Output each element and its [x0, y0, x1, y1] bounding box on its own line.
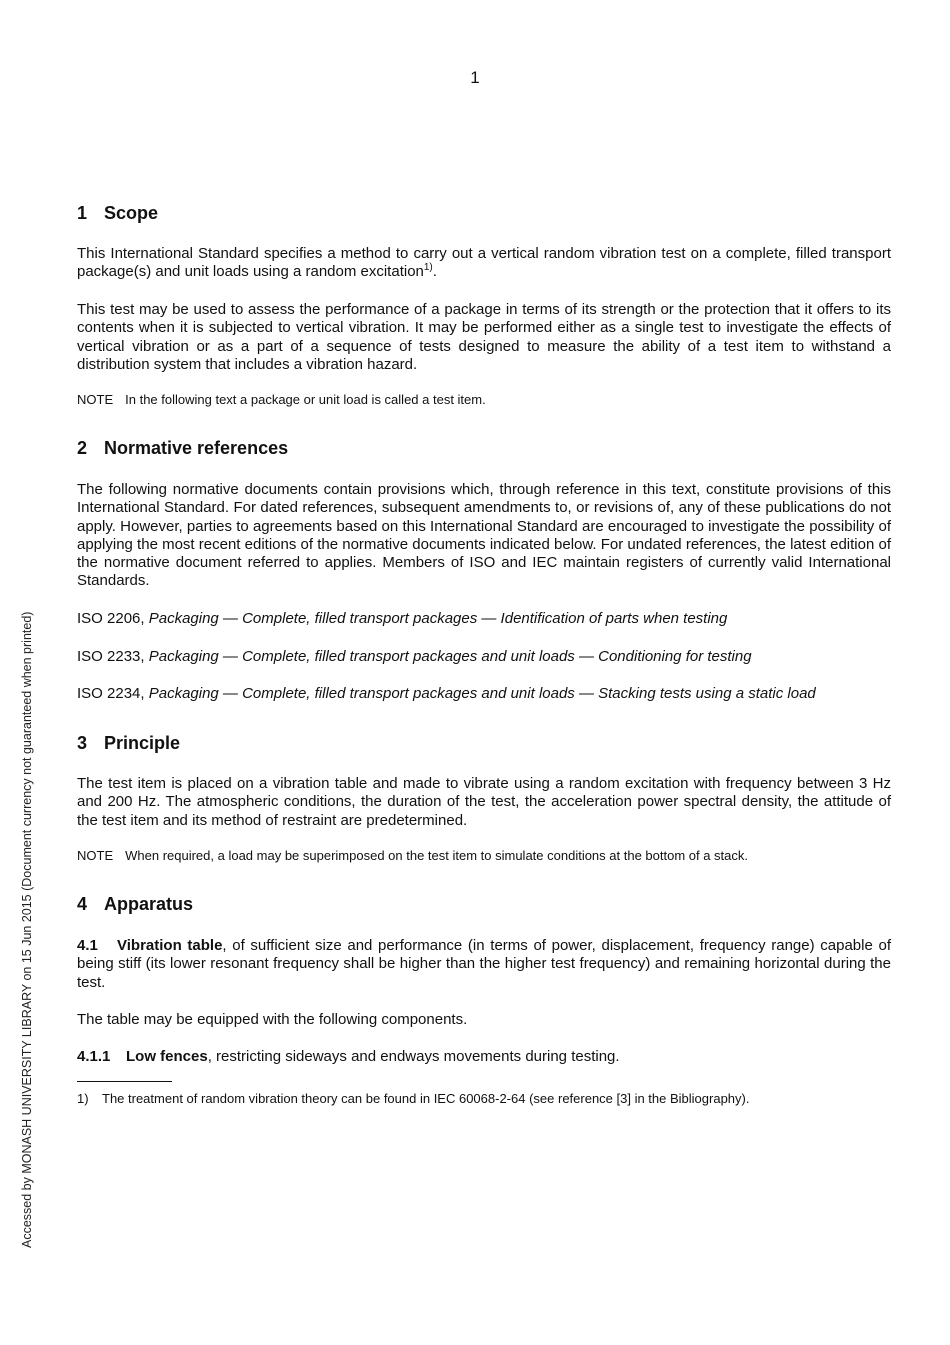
scope-paragraph-2: This test may be used to assess the performance of a package in terms of its strength or the protection that it offers to its contents when it is subjected to vertical vibration. It may be performed either as a single test to investigate the effects of vertical vibration or as a part of a sequence of tests designed to measure the ability of a test item to withstand a distribution system that includes a vibration hazard.	[77, 301, 891, 373]
apparatus-item-4-1: 4.1 Vibration table, of sufficient size and performance (in terms of power, displacement, frequency range) capable of being stiff (its lower resonant frequency shall be higher than the higher test frequency) and remaining horizontal during the test.	[77, 937, 891, 991]
clause-number: 4.1.1	[77, 1048, 111, 1065]
section-title: Normative references	[104, 438, 289, 458]
footnote-separator	[77, 1081, 172, 1082]
section-heading-normative-references	[77, 438, 288, 459]
scope-note	[77, 392, 891, 408]
section-title: Scope	[104, 203, 159, 223]
section-title: Principle	[104, 733, 181, 753]
clause-term: Vibration table	[117, 937, 223, 954]
footnote	[77, 1091, 749, 1107]
footnote-mark: 1)	[77, 1091, 89, 1106]
section-heading-apparatus	[77, 894, 193, 915]
section-heading-scope	[77, 203, 158, 224]
note-label: NOTE	[77, 392, 114, 407]
section-title: Apparatus	[104, 894, 194, 914]
page-number: 1	[470, 68, 480, 87]
footnote-text: The treatment of random vibration theory can be found in IEC 60068-2-64 (see reference [3] in the Bibliography).	[102, 1091, 750, 1106]
reference-iso-2206: ISO 2206, Packaging — Complete, filled transport packages — Identification of parts when testing	[77, 610, 728, 627]
section-number: 3	[77, 733, 88, 753]
reference-iso-2234: ISO 2234, Packaging — Complete, filled transport packages and unit loads — Stacking tests using a static load	[77, 685, 816, 702]
note-label: NOTE	[77, 848, 114, 863]
scope-paragraph-1: This International Standard specifies a method to carry out a vertical random vibration test on a complete, filled transport package(s) and unit loads using a random excitation$^{1)}$.	[77, 245, 891, 281]
footnote-reference[interactable]: 1)	[423, 262, 433, 274]
note-text: In the following text a package or unit load is called a test item.	[125, 392, 486, 407]
section-number: 4	[77, 894, 88, 914]
clause-term: Low fences	[126, 1048, 208, 1065]
note-text: When required, a load may be superimposed on the test item to simulate conditions at the bottom of a stack.	[125, 848, 749, 863]
section-number: 1	[77, 203, 88, 223]
principle-note	[77, 848, 891, 864]
principle-paragraph-1: The test item is placed on a vibration table and made to vibrate using a random excitation with frequency between 3 Hz and 200 Hz. The atmospheric conditions, the duration of the test, the acceleration power spectral density, the attitude of the test item and its method of restraint are predetermined.	[77, 775, 891, 829]
reference-iso-2233: ISO 2233, Packaging — Complete, filled transport packages and unit loads — Conditioning for testing	[77, 648, 752, 665]
clause-number: 4.1	[77, 937, 98, 954]
section-number: 2	[77, 438, 88, 458]
section-heading-principle	[77, 733, 180, 754]
normative-paragraph-1: The following normative documents contain provisions which, through reference in this text, constitute provisions of this International Standard. For dated references, subsequent amendments to, or revisions of, any of these publications do not apply. However, parties to agreements based on this International Standard are encouraged to investigate the possibility of applying the most recent editions of the normative documents indicated below. For undated references, the latest edition of the normative document referred to applies. Members of ISO and IEC maintain registers of currently valid International Standards.	[77, 481, 891, 590]
access-watermark: Accessed by MONASH UNIVERSITY LIBRARY on 15 Jun 2015 (Document currency not guaranteed when printed)	[20, 611, 34, 1248]
apparatus-item-4-1-1: 4.1.1 Low fences, restricting sideways and endways movements during testing.	[77, 1048, 620, 1065]
apparatus-paragraph-2: The table may be equipped with the following components.	[77, 1011, 468, 1028]
